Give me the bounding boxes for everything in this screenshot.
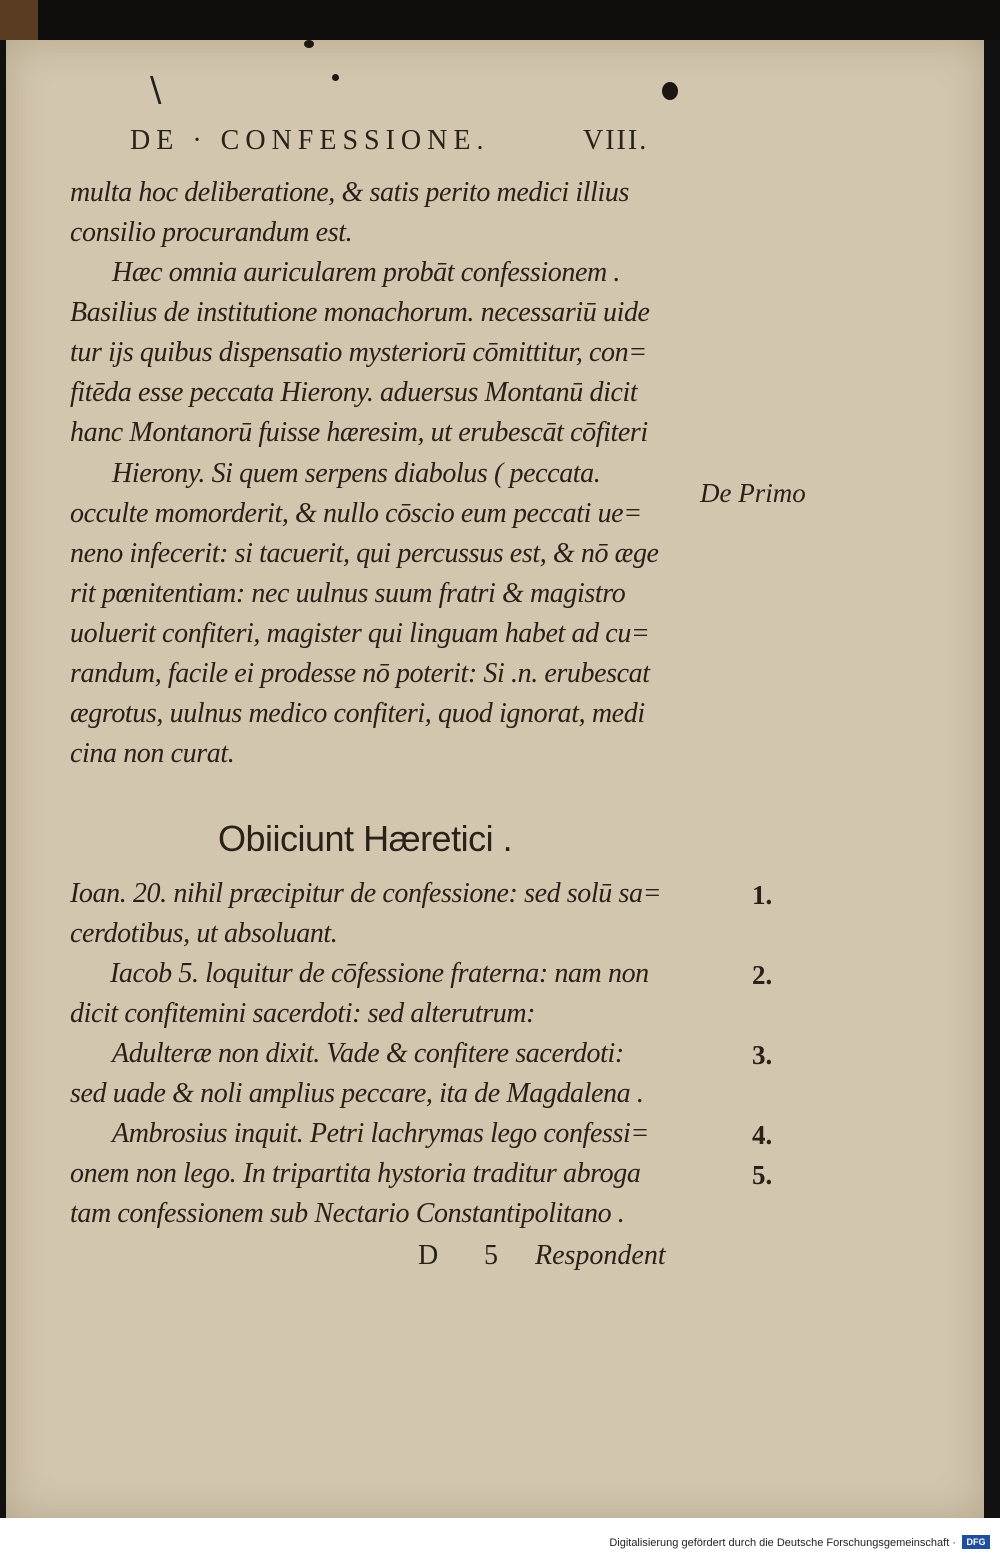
objection-number: 5. xyxy=(752,1160,773,1190)
text-line: Basilius de institutione monachorum. necessariū uide xyxy=(70,297,650,328)
book-spine-edge xyxy=(0,0,38,40)
dfg-logo-icon: DFG xyxy=(962,1535,990,1549)
text-line: fitēda esse peccata Hierony. aduersus Montanū dicit xyxy=(70,377,638,408)
catchword: Respondent xyxy=(535,1240,666,1271)
objection-number: 1. xyxy=(752,880,773,910)
running-title: DE · CONFESSIONE. xyxy=(130,125,490,156)
text-line: consilio procurandum est. xyxy=(70,217,353,248)
objection-line: Adulteræ non dixit. Vade & confitere sacerdoti: xyxy=(112,1038,624,1069)
objection-line: Iacob 5. loquitur de cōfessione fraterna: nam non xyxy=(110,958,649,989)
objection-line: tam confessionem sub Nectario Constantipolitano . xyxy=(70,1198,625,1229)
text-line: Hierony. Si quem serpens diabolus ( peccata. xyxy=(112,458,601,489)
section-heading: Obiiciunt Hæretici . xyxy=(218,818,513,859)
objection-line: Ambrosius inquit. Petri lachrymas lego confessi= xyxy=(112,1118,649,1149)
ink-stroke-mark: \ xyxy=(150,70,162,110)
text-line: hanc Montanorū fuisse hæresim, ut erubescāt cōfiteri xyxy=(70,417,648,448)
ink-dot xyxy=(332,74,339,81)
text-line: ægrotus, uulnus medico confiteri, quod ignorat, medi xyxy=(70,698,645,729)
objection-number: 2. xyxy=(752,960,773,990)
text-line: rit pœnitentiam: nec uulnus suum fratri & magistro xyxy=(70,578,626,609)
text-line: tur ijs quibus dispensatio mysteriorū cōmittitur, con= xyxy=(70,337,647,368)
objection-line: sed uade & noli amplius peccare, ita de Magdalena . xyxy=(70,1078,644,1109)
signature-mark: D xyxy=(418,1240,439,1271)
objection-line: onem non lego. In tripartita hystoria traditur abroga xyxy=(70,1158,641,1189)
scan-top-edge xyxy=(0,0,1000,40)
objection-line: dicit confitemini sacerdoti: sed alterutrum: xyxy=(70,998,536,1029)
text-line: multa hoc deliberatione, & satis perito medici illius xyxy=(70,177,629,208)
text-line: cina non curat. xyxy=(70,738,235,769)
objection-number: 4. xyxy=(752,1120,773,1150)
objection-number: 3. xyxy=(752,1040,773,1070)
folio-number: VIII. xyxy=(583,125,649,156)
text-line: uoluerit confiteri, magister qui linguam habet ad cu= xyxy=(70,618,650,649)
ink-dot xyxy=(304,40,314,48)
objection-line: cerdotibus, ut absoluant. xyxy=(70,918,338,949)
text-line: occulte momorderit, & nullo cōscio eum peccati ue= xyxy=(70,498,642,529)
signature-number: 5 xyxy=(484,1240,498,1271)
margin-note: De Primo xyxy=(700,478,806,508)
text-line: Hæc omnia auricularem probāt confessionem . xyxy=(112,257,621,288)
text-line: neno infecerit: si tacuerit, qui percussus est, & nō æge xyxy=(70,538,659,569)
objection-line: Ioan. 20. nihil præcipitur de confessione: sed solū sa= xyxy=(70,878,662,909)
funding-credit: Digitalisierung gefördert durch die Deutsche Forschungsgemeinschaft · xyxy=(609,1537,956,1549)
ink-blot xyxy=(662,82,678,100)
text-line: randum, facile ei prodesse nō poterit: Si .n. erubescat xyxy=(70,658,650,689)
